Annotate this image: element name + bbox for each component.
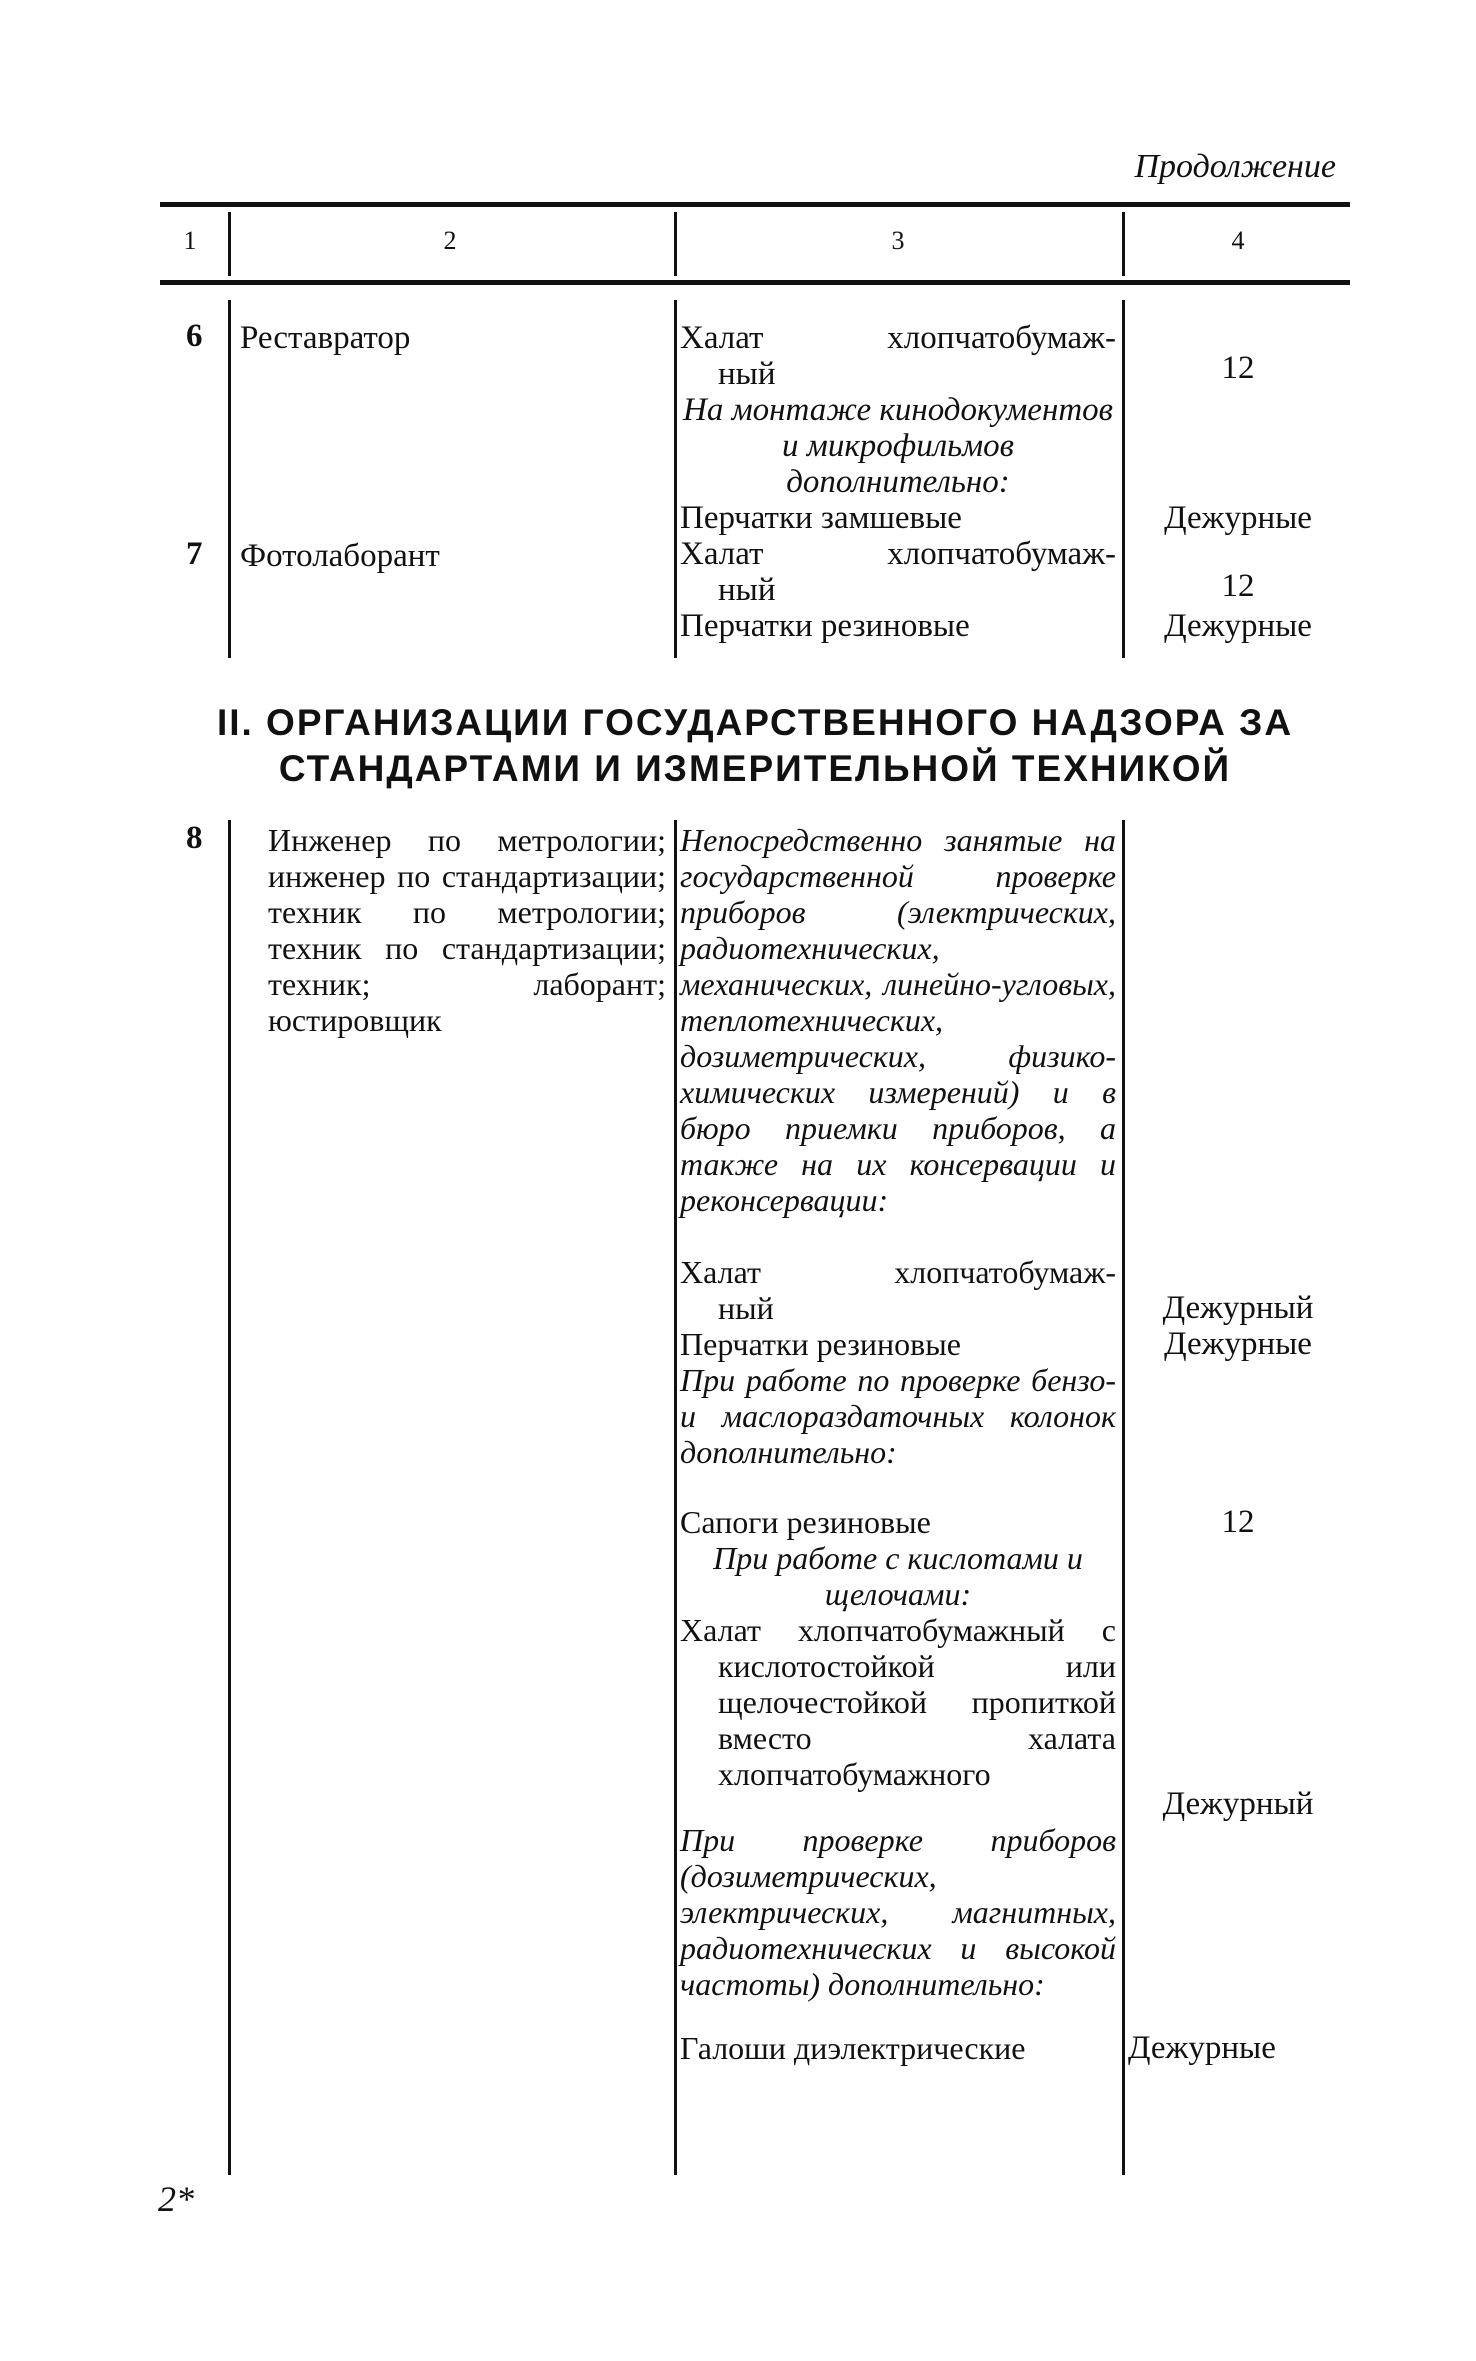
note-acids-alkalis: При работе с кислотами и щелочами: <box>713 1540 1083 1612</box>
item-acid-resistant-robe: Халат хлопчатобумажный с кислотостойкой или щелочестойкой пропиткой вместо халата хлопчатобумажного <box>680 1612 1116 1792</box>
item-rubber-gloves: Перчатки резиновые <box>680 608 970 644</box>
column-header-4: 4 <box>1231 226 1245 255</box>
column-header-2: 2 <box>443 226 457 255</box>
value-dielectric-galoshes: Дежурные <box>1128 2030 1276 2066</box>
header-divider <box>228 212 231 276</box>
value-robe-3: Дежурный <box>1162 1290 1314 1326</box>
section-title-line-2: СТАНДАРТАМИ И ИЗМЕРИТЕЛЬНОЙ ТЕХНИКОЙ <box>278 748 1232 789</box>
note-fuel-dispensers: При работе по проверке бензо- и маслораздаточных колонок дополнительно: <box>680 1362 1116 1470</box>
section-title-line-1: II. ОРГАНИЗАЦИИ ГОСУДАРСТВЕННОГО НАДЗОРА ЗА <box>216 702 1294 743</box>
column-header-1: 1 <box>183 226 197 255</box>
note-device-checks: При проверке приборов (дозиметрических, электрических, магнитных, радиотехнических и высокой частоты) дополнительно: <box>680 1822 1116 2002</box>
role-photo-lab: Фотолаборант <box>240 538 440 574</box>
item-dielectric-galoshes: Галоши диэлектрические <box>680 2030 1026 2066</box>
value-robe-2: 12 <box>1221 568 1255 604</box>
header-rule <box>160 280 1350 285</box>
value-rubber-gloves: Дежурные <box>1164 608 1312 644</box>
item-rubber-gloves-2: Перчатки резиновые <box>680 1326 961 1362</box>
header-divider <box>1122 212 1125 276</box>
column-divider <box>228 300 231 658</box>
role-metrology-staff: Инженер по метрологии; инженер по стандартизации; техник по метрологии; техник по стандартизации; техник; лаборант; юстировщик <box>268 822 666 1038</box>
item-robe-cotton-2-end: ный <box>718 572 776 608</box>
column-divider <box>674 820 677 2175</box>
value-suede-gloves: Дежурные <box>1164 500 1312 536</box>
column-divider <box>228 820 231 2175</box>
page-mark: 2* <box>158 2179 194 2219</box>
row-number-6: 6 <box>186 318 203 354</box>
item-suede-gloves: Перчатки замшевые <box>680 500 962 536</box>
column-divider <box>674 300 677 658</box>
item-robe-cotton-end: ный <box>718 356 776 392</box>
column-header-3: 3 <box>891 226 905 255</box>
row-number-8: 8 <box>186 820 203 856</box>
section-title <box>160 700 1350 792</box>
item-rubber-boots: Сапоги резиновые <box>680 1504 931 1540</box>
item-robe-cotton-3: Халат хлопчатобумаж- <box>680 1254 1116 1290</box>
note-film-mounting: На монтаже кинодокументов и микрофильмов дополнительно: <box>683 392 1113 500</box>
item-robe-cotton-3-end: ный <box>718 1290 774 1326</box>
item-robe-cotton: Халат хлопчатобумаж- <box>680 320 1116 356</box>
value-robe: 12 <box>1221 350 1255 386</box>
continued-label: Продолжение <box>1134 148 1336 185</box>
column-divider <box>1122 820 1125 2175</box>
value-rubber-gloves-2: Дежурные <box>1164 1326 1312 1362</box>
note-state-verification: Непосредственно занятые на государственной проверке приборов (электрических, радиотехнических, механических, линейно-угловых, теплотехнических, дозиметрических, физико-химических измерений) и в бюро приемки приборов, а также на их консервации и реконсервации: <box>680 822 1116 1218</box>
header-divider <box>674 212 677 276</box>
row-number-7: 7 <box>186 536 203 572</box>
role-restorer: Реставратор <box>240 320 411 356</box>
value-rubber-boots: 12 <box>1221 1504 1255 1540</box>
value-acid-resistant-robe: Дежурный <box>1162 1786 1314 1822</box>
top-rule <box>160 202 1350 207</box>
column-divider <box>1122 300 1125 658</box>
item-robe-cotton-2: Халат хлопчатобумаж- <box>680 536 1116 572</box>
